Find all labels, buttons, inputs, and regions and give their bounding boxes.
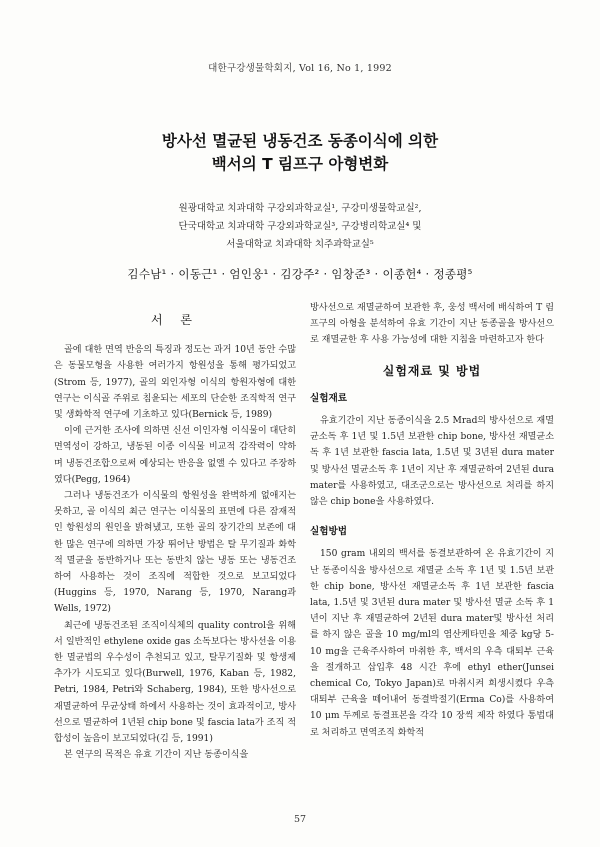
title-line-1: 방사선 멸균된 냉동건조 동종이식에 의한 <box>161 132 439 150</box>
intro-paragraph-3: 그러나 냉동건조가 이식물의 항원성을 완벽하게 없애지는 못하고, 골 이식의 최근 연구는 이식물의 표면에 다른 잠재적인 항원성의 원인을 밝혀냈고, 또한 골의 장기간의 보존에 대한 많은 연구에 의하면 가장 뛰어난 방법은 탈 무기질과 화학적 멸균을 동반하거나 또는 동반치 않는 냉동 또는 냉동건조하여 사용하는 것이 조직에 적합한 것으로 보고되었다(Huggins 등, 1970, Narang 등, 1970, Narang과 Wells, 1972) <box>54 491 296 615</box>
intro-paragraph-1: 골에 대한 면역 반응의 특징과 정도는 과거 10년 동안 수많은 동물모형을 사용한 여러가지 항원성을 통해 평가되었고(Strom 등, 1977), 골의 외인자형 이식의 항원자형에 대한 연구는 이식골 주위로 침윤되는 세포의 단순한 조직학적 연구 및 생화학적 연구에 기초하고 있다(Bernick 등, 1989) <box>54 345 296 421</box>
introduction-heading: 서 론 <box>151 313 199 327</box>
affiliation-line-1: 원광대학교 치과대학 구강외과학교실¹, 구강미생물학교실², <box>178 203 422 214</box>
procedure-paragraph: 150 gram 내외의 백서를 동결보관하여 온 유효기간이 지난 동종이식을 방사선으로 재멸균 소독 후 1년 및 1.5년 보관한 chip bone, 방사선 재멸균소독 후 1년 보관한 fascia lata, 1.5년 및 3년된 dura mater 및 방사선 멸균 소독 후 1년이 지난 후 재멸균하여 2년된 dura mater및 방사선 처리를 하지 않은 골을 10 mg/ml의 염산케타민을 체중 kg당 5-10 mg을 근육주사하여 마취한 후, 백서의 우측 대퇴부 근육을 절개하고 삽입후 48 시간 후에 ethyl ether(Junsei chemical Co, Tokyo Japan)로 마취시켜 희생시켰다 우측 대퇴부 근육을 떼어내어 동결박절기(Erma Co)를 사용하여 10 μm 두께로 동결표본을 각각 10 장씩 제작 하였다 통법대로 처리하고 면역조직 화학적 <box>310 549 554 738</box>
page-number: 57 <box>293 814 307 825</box>
intro-paragraph-5: 본 연구의 목적은 유효 기간이 지난 동종이식을 <box>64 750 249 761</box>
affiliations <box>0 200 600 254</box>
materials-subheading: 실험재료 <box>310 392 348 404</box>
author-list: 김수남¹ · 이동근¹ · 엄인웅¹ · 김강주² · 임창준³ · 이종헌⁴ · 정종평⁵ <box>127 267 473 281</box>
journal-header: 대한구강생물학회지, Vol 16, No 1, 1992 <box>208 63 392 74</box>
methods-heading: 실험재료 및 방법 <box>382 363 482 378</box>
title-line-2: 백서의 T 림프구 아형변화 <box>211 155 389 173</box>
procedure-subheading: 실험방법 <box>310 526 348 538</box>
intro-paragraph-2: 이에 근거한 조사에 의하면 신선 이인자형 이식물이 대단히 면역성이 강하고, 냉동된 이종 이식물 비교적 감작력이 약하며 냉동건조합으로써 예상되는 반응을 없앨 수 있다고 주장하였다(Pegg, 1964) <box>54 426 296 485</box>
intro-paragraph-4: 최근에 냉동건조된 조직이식체의 quality control을 위해서 일반적인 ethylene oxide gas 소독보다는 방사선을 이용한 멸균법의 우수성이 추천되고 있고, 탈무기질화 및 항생제 추가가 시도되고 있다(Burwell, 1976, Kaban 등, 1982, Petri, 1984, Petri와 Schaberg, 1984), 또한 방사선으로 재멸균하여 무균상태 하에서 사용하는 것이 효과적이고, 방사선으로 멸균하여 1년된 chip bone 및 fascia lata가 조직 적합성이 높음이 보고되었다(김 등, 1991) <box>54 620 296 745</box>
materials-paragraph: 유효기간이 지난 동종이식을 2.5 Mrad의 방사선으로 재멸균소독 후 1년 및 1.5년 보관한 chip bone, 방사선 재멸균소독 후 1년 보관한 fascia lata, 1.5년 및 3년된 dura mater 및 방사선 멸균소독 후 1년이 지난 후 재멸균하여 2년된 dura mater를 사용하였고, 대조군으로는 방사선으로 처리를 하지 않은 chip bone을 사용하였다. <box>310 416 554 508</box>
right-column <box>310 300 554 741</box>
intro-continuation: 방사선으로 재멸균하여 보관한 후, 웅성 백서에 배식하여 T 림프구의 아형을 분석하여 유효 기간이 지난 동종골을 방사선으로 재멸균한 후 사용 가능성에 대한 지침을 마련하고자 한다 <box>310 303 554 346</box>
affiliation-line-3: 서울대학교 치과대학 치주과학교실⁵ <box>226 239 374 250</box>
affiliation-line-2: 단국대학교 치과대학 구강외과학교실³, 구강병리학교실⁴ 및 <box>178 221 422 232</box>
left-column <box>54 300 296 763</box>
article-title <box>0 130 600 176</box>
